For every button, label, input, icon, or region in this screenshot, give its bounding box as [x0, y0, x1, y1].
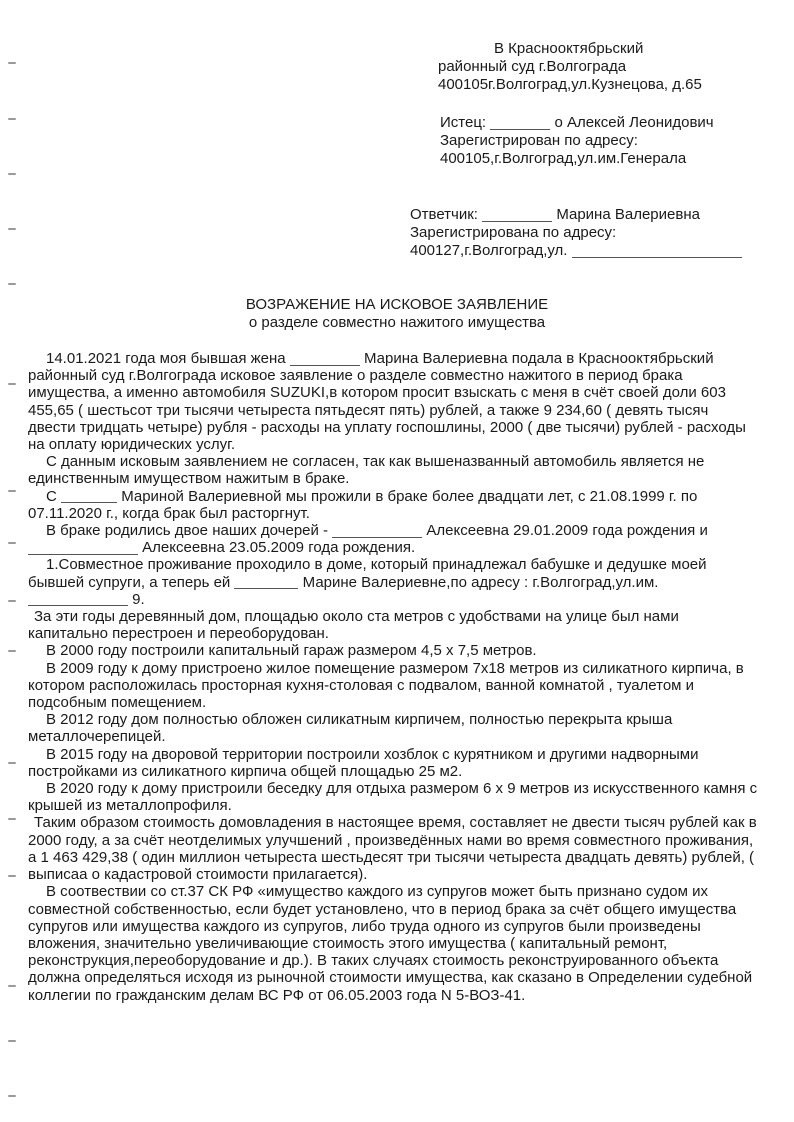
- binder-mark: [8, 383, 16, 385]
- document-title: ВОЗРАЖЕНИЕ НА ИСКОВОЕ ЗАЯВЛЕНИЕ: [245, 296, 549, 313]
- paragraph-6: За эти годы деревянный дом, площадью около ста метров с удобствами на улице был нами капитально перестроен и переоборудован.: [28, 608, 679, 643]
- binder-mark: [8, 650, 16, 652]
- binder-mark: [8, 1040, 16, 1042]
- defendant-block: [410, 206, 742, 260]
- paragraph-3-rest: Мариной Валериевной мы прожили в браке более двадцати лет, с 21.08.1999 г. по 07.11.2020 г., когда брак был расторгнут.: [28, 487, 698, 522]
- plaintiff-name: о Алексей Леонидович: [554, 114, 714, 131]
- binder-mark: [8, 875, 16, 877]
- redaction-mark: [332, 525, 422, 538]
- document-body: [28, 350, 758, 1004]
- paragraph-2: С данным исковым заявлением не согласен, так как вышеназванный автомобиль является не единственным имуществом нажитым в браке.: [28, 453, 705, 488]
- paragraph-11: В 2020 году к дому пристроили беседку для отдыха размером 6 х 9 метров из искусственного камня с крышей из металлопрофиля.: [28, 780, 758, 815]
- binder-mark: [8, 490, 16, 492]
- paragraph-3-start: С: [46, 487, 57, 505]
- paragraph-13: В соотвествии со ст.37 СК РФ «имущество каждого из супругов может быть признано судом их совместной собственностью, если будет установлено, что в период брака за счёт общего имущества супругов или имущества каждого из супругов, либо труда одного из супругов были произведены вложения, значительно увеличивающие стоимость этого имущества ( капитальный ремонт, реконструкция,переоборудование и др.). В таких случаях стоимость реконструированного объекта должна определяться исходя из рыночной стоимости имущества, как сказано в Определении судебной коллегии по гражданским делам ВС РФ от 06.05.2003 года N 5-ВОЗ-41.: [28, 883, 753, 1004]
- redaction-mark: [572, 245, 742, 258]
- redaction-mark: [28, 593, 128, 606]
- redaction-mark: [490, 117, 550, 130]
- defendant-label: Ответчик:: [410, 206, 478, 223]
- binder-mark: [8, 542, 16, 544]
- binder-mark: [8, 600, 16, 602]
- paragraph-4-mid: Алексеевна 29.01.2009 года рождения и: [426, 522, 708, 540]
- paragraph-8: В 2009 году к дому пристроено жилое помещение размером 7х18 метров из силикатного кирпича, в котором расположилась просторная кухня-столовая с подвалом, ванной комнатой , туалетом и подсобным помещением.: [28, 659, 744, 712]
- plaintiff-registered: Зарегистрирован по адресу:: [440, 132, 638, 149]
- paragraph-1-rest: Марина Валериевна подала в Краснооктябрьский районный суд г.Волгограда исковое заявление о разделе совместно нажитого в период брака имущества, а именно автомобиля SUZUKI,в котором просит взыскать с меня в счёт своей доли 603 455,65 ( шестьсот три тысячи четыреста пятьдесят пять) рублей, а также 9 234,60 ( девять тысяч двести тридцать четыре) рубля - расходы на уплату госпошлины, 2000 ( две тысячи) рублей - расходы на оплату юридических услуг.: [28, 350, 746, 454]
- binder-mark: [8, 762, 16, 764]
- redaction-mark: [61, 490, 117, 503]
- binder-mark: [8, 228, 16, 230]
- plaintiff-address: 400105,г.Волгоград,ул.им.Генерала: [440, 150, 687, 167]
- binder-mark: [8, 173, 16, 175]
- paragraph-4-start: В браке родились двое наших дочерей -: [46, 522, 329, 540]
- paragraph-1-start: 14.01.2021 года моя бывшая жена: [46, 350, 286, 367]
- paragraph-12: Таким образом стоимость домовладения в настоящее время, составляет не двести тысяч рублей как в 2000 году, а за счёт неотделимых улучшений , произведённых нами во время совместного проживания, а 1 463 429,38 ( один миллион четыреста шестьдесят три тысячи четыреста двадцать девять) рублей, ( выписаа о кадастровой стоимости прилагается).: [28, 814, 757, 884]
- binder-mark: [8, 283, 16, 285]
- defendant-name: Марина Валериевна: [556, 206, 700, 223]
- binder-mark: [8, 118, 16, 120]
- paragraph-10: В 2015 году на дворовой территории построили хозблок с курятником и другими надворными постройками из силикатного кирпича общей площадью 25 м2.: [28, 745, 699, 780]
- document-subtitle: о разделе совместно нажитого имущества: [248, 314, 546, 331]
- paragraph-4-end: Алексеевна 23.05.2009 года рождения.: [142, 539, 416, 557]
- binder-mark: [8, 818, 16, 820]
- court-line-3: 400105г.Волгоград,ул.Кузнецова, д.65: [438, 76, 702, 93]
- plaintiff-block: [440, 114, 714, 168]
- court-line-2: районный суд г.Волгограда: [438, 58, 627, 75]
- binder-mark: [8, 985, 16, 987]
- redaction-mark: [482, 209, 552, 222]
- paragraph-5-end: 9.: [132, 590, 145, 608]
- redaction-mark: [290, 353, 360, 366]
- paragraph-7: В 2000 году построили капитальный гараж размером 4,5 х 7,5 метров.: [46, 642, 537, 660]
- paragraph-9: В 2012 году дом полностью обложен силикатным кирпичем, полностью перекрыта крыша металлочерепицей.: [28, 711, 673, 746]
- court-addressee: [438, 40, 702, 94]
- defendant-registered: Зарегистрирована по адресу:: [410, 224, 617, 241]
- paragraph-5-start: 1.Совместное проживание проходило в доме, который принадлежал бабушке и дедушке моей бывшей супруги, а теперь ей: [28, 556, 707, 591]
- court-line-1: В Краснооктябрьский: [494, 40, 644, 57]
- redaction-mark: [28, 542, 138, 555]
- defendant-address: 400127,г.Волгоград,ул.: [410, 242, 568, 259]
- redaction-mark: [234, 576, 298, 589]
- paragraph-5-mid: Марине Валериевне,по адресу : г.Волгоград,ул.им.: [302, 573, 659, 591]
- binder-mark: [8, 62, 16, 64]
- binder-mark: [8, 1095, 16, 1097]
- plaintiff-label: Истец:: [440, 114, 487, 131]
